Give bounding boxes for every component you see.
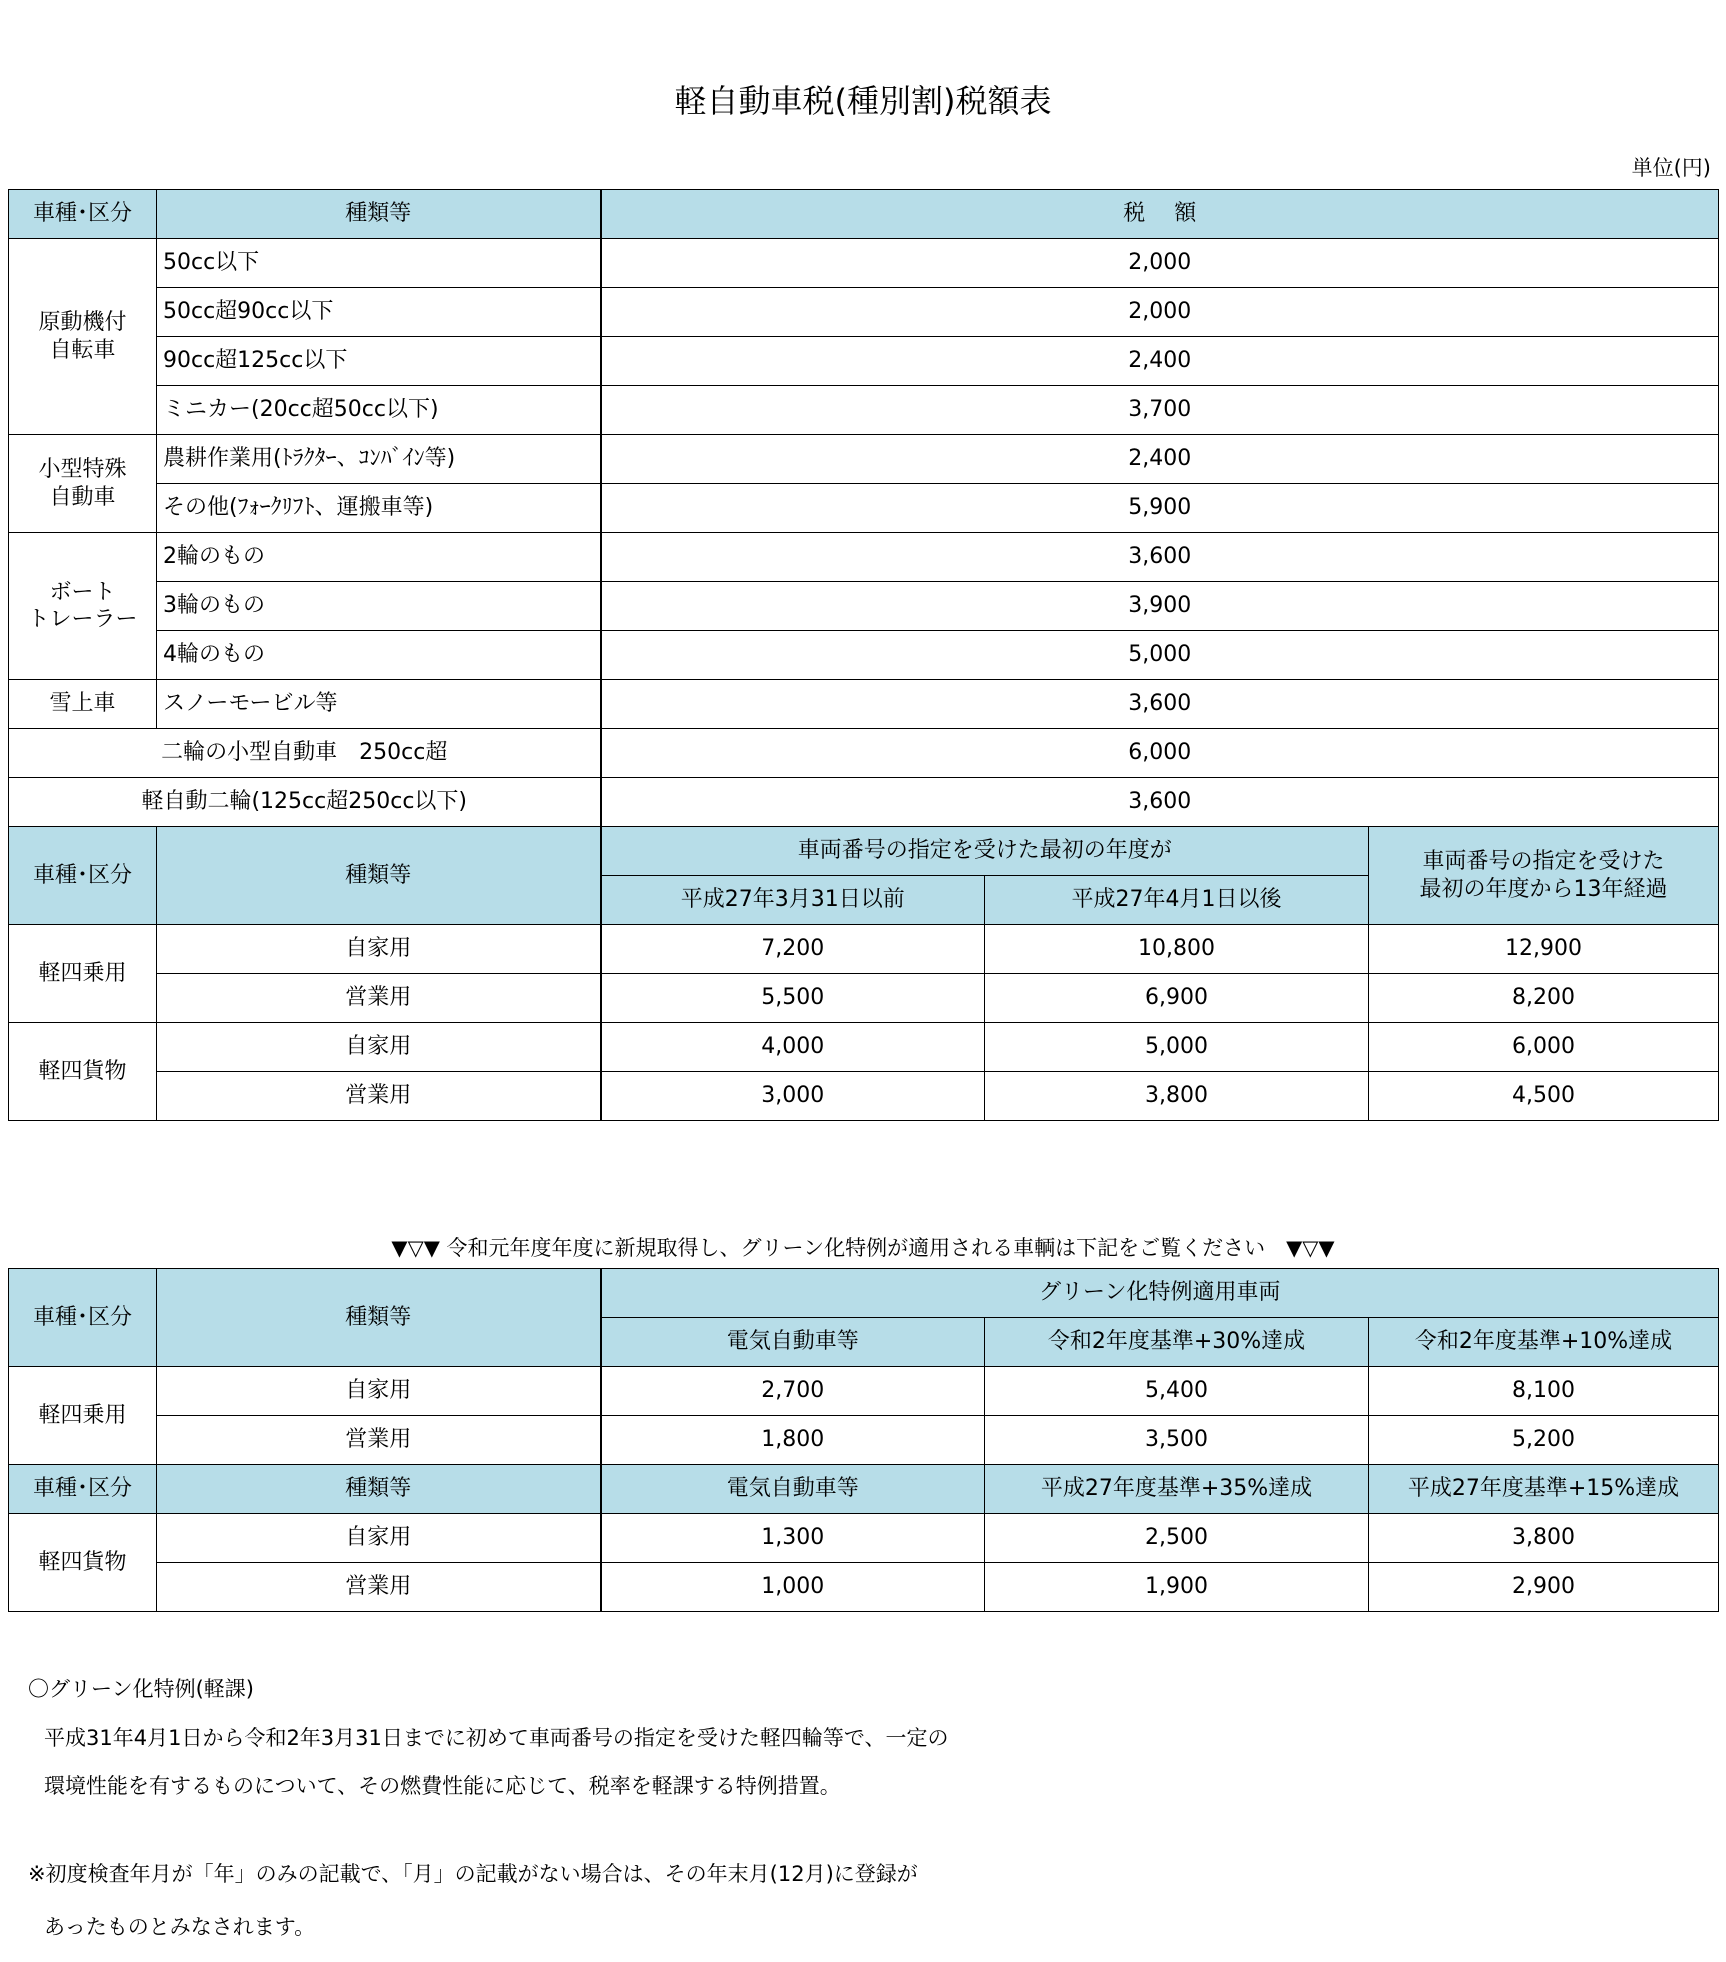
header-category: 車種･区分	[9, 1465, 157, 1514]
table-row	[9, 1023, 1719, 1072]
type-cell: 50cc以下	[157, 239, 601, 288]
table-header-row	[9, 827, 1719, 876]
tax-cell: 2,500	[985, 1514, 1369, 1563]
type-cell: その他(ﾌｫｰｸﾘﾌﾄ、運搬車等)	[157, 484, 601, 533]
table-row	[9, 582, 1719, 631]
green-note-line: 平成31年4月1日から令和2年3月31日までに初めて車両番号の指定を受けた軽四輪等で、一定の	[44, 1726, 949, 1750]
tax-cell: 2,400	[601, 435, 1719, 484]
page-title: 軽自動車税(種別割)税額表	[674, 82, 1052, 120]
table-row	[9, 631, 1719, 680]
type-cell: 営業用	[157, 1416, 601, 1465]
table-row	[9, 386, 1719, 435]
tax-cell: 7,200	[601, 925, 985, 974]
table-header-row	[9, 190, 1719, 239]
category-boat-trailer: ボート トレーラー	[9, 533, 157, 680]
category-light-passenger: 軽四乗用	[9, 925, 157, 1023]
table-row	[9, 680, 1719, 729]
tax-cell: 10,800	[985, 925, 1369, 974]
tax-cell: 3,800	[985, 1072, 1369, 1121]
table-row	[9, 1367, 1719, 1416]
tax-rate-table	[8, 189, 1719, 1121]
table-row	[9, 778, 1719, 827]
table-row	[9, 288, 1719, 337]
tax-cell: 2,900	[1369, 1563, 1719, 1612]
category-snow-vehicle: 雪上車	[9, 680, 157, 729]
header-ev: 電気自動車等	[601, 1318, 985, 1367]
tax-cell: 5,500	[601, 974, 985, 1023]
tax-cell: 3,000	[601, 1072, 985, 1121]
table-row	[9, 239, 1719, 288]
category-small-special: 小型特殊 自動車	[9, 435, 157, 533]
tax-cell: 8,100	[1369, 1367, 1719, 1416]
tax-cell: 1,800	[601, 1416, 985, 1465]
tax-cell: 1,000	[601, 1563, 985, 1612]
header-type: 種類等	[157, 190, 601, 239]
table-row	[9, 1416, 1719, 1465]
green-note-line: 環境性能を有するものについて、その燃費性能に応じて、税率を軽課する特例措置。	[44, 1774, 841, 1798]
green-tax-table	[8, 1268, 1719, 1612]
header-tax: 税 額	[601, 190, 1719, 239]
tax-cell: 4,000	[601, 1023, 985, 1072]
table-row	[9, 533, 1719, 582]
table-row	[9, 1514, 1719, 1563]
tax-cell: 3,500	[985, 1416, 1369, 1465]
header-first-year-group: 車両番号の指定を受けた最初の年度が	[601, 827, 1369, 876]
tax-cell: 3,600	[601, 778, 1719, 827]
tax-cell: 5,200	[1369, 1416, 1719, 1465]
tax-cell: 3,600	[601, 533, 1719, 582]
type-cell: 営業用	[157, 1072, 601, 1121]
tax-cell: 4,500	[1369, 1072, 1719, 1121]
tax-cell: 8,200	[1369, 974, 1719, 1023]
header-before-h27: 平成27年3月31日以前	[601, 876, 985, 925]
tax-cell: 3,900	[601, 582, 1719, 631]
category-small-motorcycle: 二輪の小型自動車 250cc超	[9, 729, 601, 778]
header-ev: 電気自動車等	[601, 1465, 985, 1514]
tax-cell: 5,400	[985, 1367, 1369, 1416]
table-row	[9, 1563, 1719, 1612]
tax-cell: 3,800	[1369, 1514, 1719, 1563]
type-cell: 自家用	[157, 1367, 601, 1416]
category-light-passenger: 軽四乗用	[9, 1367, 157, 1465]
header-r2-10: 令和2年度基準+10%達成	[1369, 1318, 1719, 1367]
header-type: 種類等	[157, 1269, 601, 1367]
tax-cell: 3,700	[601, 386, 1719, 435]
type-cell: 営業用	[157, 974, 601, 1023]
header-13-years: 車両番号の指定を受けた 最初の年度から13年経過	[1369, 827, 1719, 925]
tax-cell: 2,400	[601, 337, 1719, 386]
unit-label: 単位(円)	[1631, 156, 1711, 180]
header-type: 種類等	[157, 1465, 601, 1514]
table-header-row	[9, 1269, 1719, 1318]
tax-cell: 1,900	[985, 1563, 1369, 1612]
category-light-motorcycle: 軽自動二輪(125cc超250cc以下)	[9, 778, 601, 827]
table-row	[9, 435, 1719, 484]
header-category: 車種･区分	[9, 827, 157, 925]
header-h27-15: 平成27年度基準+15%達成	[1369, 1465, 1719, 1514]
tax-cell: 6,900	[985, 974, 1369, 1023]
type-cell: スノーモービル等	[157, 680, 601, 729]
green-note-title: 〇グリーン化特例(軽課)	[28, 1677, 254, 1701]
tax-cell: 2,000	[601, 288, 1719, 337]
tax-cell: 2,000	[601, 239, 1719, 288]
tax-cell: 5,000	[985, 1023, 1369, 1072]
inspection-note-line: ※初度検査年月が「年」のみの記載で、「月」の記載がない場合は、その年末月(12月)に登録が	[28, 1862, 918, 1886]
type-cell: 自家用	[157, 1514, 601, 1563]
table-row	[9, 729, 1719, 778]
inspection-note-line: あったものとみなされます。	[44, 1915, 316, 1939]
type-cell: 自家用	[157, 1023, 601, 1072]
table-row	[9, 484, 1719, 533]
type-cell: 50cc超90cc以下	[157, 288, 601, 337]
tax-cell: 12,900	[1369, 925, 1719, 974]
category-light-freight: 軽四貨物	[9, 1023, 157, 1121]
type-cell: 90cc超125cc以下	[157, 337, 601, 386]
tax-cell: 2,700	[601, 1367, 985, 1416]
green-notice: ▼▽▼ 令和元年度年度に新規取得し、グリーン化特例が適用される車輌は下記をご覧ください ▼▽▼	[391, 1236, 1335, 1260]
header-category: 車種･区分	[9, 190, 157, 239]
table-row	[9, 337, 1719, 386]
tax-cell: 5,000	[601, 631, 1719, 680]
tax-cell: 1,300	[601, 1514, 985, 1563]
type-cell: 3輪のもの	[157, 582, 601, 631]
header-after-h27: 平成27年4月1日以後	[985, 876, 1369, 925]
tax-cell: 3,600	[601, 680, 1719, 729]
header-r2-30: 令和2年度基準+30%達成	[985, 1318, 1369, 1367]
type-cell: 営業用	[157, 1563, 601, 1612]
tax-cell: 6,000	[1369, 1023, 1719, 1072]
category-moped: 原動機付 自転車	[9, 239, 157, 435]
table-row	[9, 925, 1719, 974]
type-cell: 農耕作業用(ﾄﾗｸﾀｰ、ｺﾝﾊﾞｲﾝ等)	[157, 435, 601, 484]
type-cell: 2輪のもの	[157, 533, 601, 582]
type-cell: 自家用	[157, 925, 601, 974]
header-h27-35: 平成27年度基準+35%達成	[985, 1465, 1369, 1514]
type-cell: ミニカー(20cc超50cc以下)	[157, 386, 601, 435]
type-cell: 4輪のもの	[157, 631, 601, 680]
header-green-vehicles: グリーン化特例適用車両	[601, 1269, 1719, 1318]
table-row	[9, 974, 1719, 1023]
header-category: 車種･区分	[9, 1269, 157, 1367]
table-header-row	[9, 1465, 1719, 1514]
tax-cell: 5,900	[601, 484, 1719, 533]
table-row	[9, 1072, 1719, 1121]
header-type: 種類等	[157, 827, 601, 925]
category-light-freight: 軽四貨物	[9, 1514, 157, 1612]
tax-cell: 6,000	[601, 729, 1719, 778]
